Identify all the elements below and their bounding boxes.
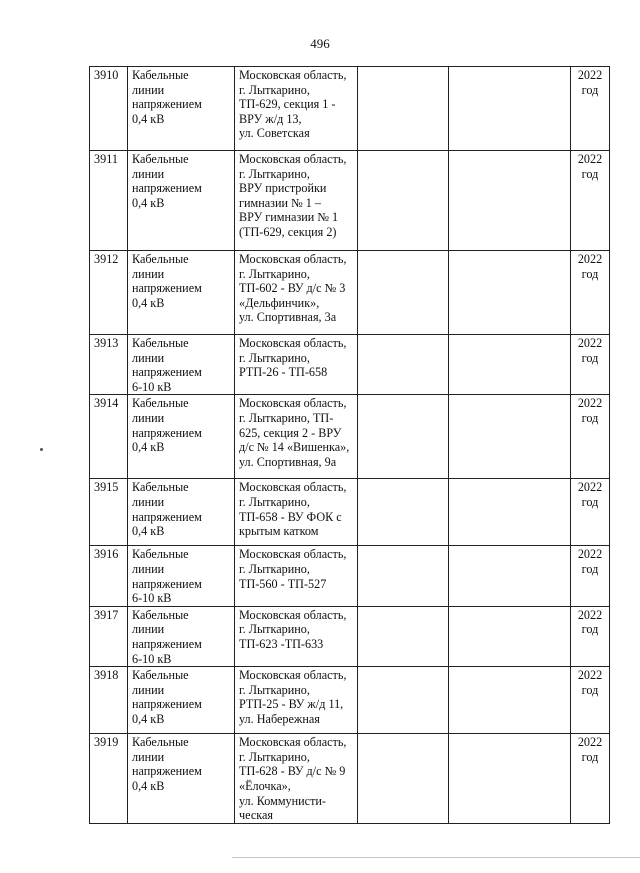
scan-speck: [40, 448, 43, 451]
address-cell-line: г. Лыткарино,: [239, 350, 310, 365]
address-cell: [235, 67, 358, 151]
table-row: [90, 546, 610, 606]
empty-cell: [449, 251, 571, 335]
object-name-cell-line: напряжением: [132, 509, 202, 524]
year-cell: [571, 335, 610, 395]
year-cell: [571, 606, 610, 666]
footer-rule: [232, 857, 640, 858]
object-name-cell-line: 6-10 кВ: [132, 379, 172, 394]
address-cell-line: Московская область,: [239, 735, 347, 750]
table-row: [90, 395, 610, 479]
address-cell-line: Московская область,: [239, 68, 347, 82]
address-cell: [235, 251, 358, 335]
address-cell-line: ВРУ гимназии № 1: [239, 210, 339, 225]
address-cell-line: ВРУ пристройки: [239, 181, 327, 196]
table-row: [90, 479, 610, 546]
object-name-cell-line: линии: [132, 82, 165, 97]
address-cell-line: Московская область,: [239, 152, 347, 166]
empty-cell: [449, 335, 571, 395]
registry-table: [89, 66, 610, 824]
address-cell-line: РТП-26 - ТП-658: [239, 365, 328, 380]
address-cell-line: гимназии № 1 –: [239, 195, 321, 210]
table-row: [90, 67, 610, 151]
registry-table-body: [90, 67, 610, 824]
year-cell-line: 2022: [577, 480, 603, 495]
empty-cell: [358, 251, 449, 335]
address-cell-line: ТП-602 - ВУ д/с № 3: [239, 281, 346, 296]
object-name-cell-line: Кабельные: [132, 252, 189, 266]
year-cell: [571, 546, 610, 606]
table-row: [90, 151, 610, 251]
object-name-cell: [128, 479, 235, 546]
object-name-cell-line: 0,4 кВ: [132, 778, 165, 793]
empty-cell: [449, 479, 571, 546]
object-name-cell-line: Кабельные: [132, 547, 189, 562]
address-cell-line: ТП-658 - ВУ ФОК с: [239, 509, 342, 524]
address-cell-line: ул. Коммунисти-: [239, 793, 326, 808]
year-cell: [571, 251, 610, 335]
row-number-cell: 3910: [90, 67, 128, 151]
address-cell-line: г. Лыткарино,: [239, 622, 310, 637]
address-cell-line: г. Лыткарино,: [239, 166, 310, 181]
empty-cell: [449, 734, 571, 824]
empty-cell: [358, 335, 449, 395]
address-cell-line: ул. Спортивная, 9а: [239, 454, 337, 469]
table-row: [90, 335, 610, 395]
empty-cell: [449, 606, 571, 666]
year-cell-line: год: [581, 410, 599, 425]
address-cell: [235, 151, 358, 251]
year-cell-line: 2022: [577, 336, 603, 350]
address-cell-line: 625, секция 2 - ВРУ: [239, 425, 342, 440]
address-cell: [235, 734, 358, 824]
object-name-cell-line: линии: [132, 622, 165, 637]
address-cell-line: ТП-629, секция 1 -: [239, 97, 336, 112]
address-cell-line: г. Лыткарино,: [239, 561, 310, 576]
object-name-cell-line: напряжением: [132, 281, 202, 296]
row-number-cell: 3915: [90, 479, 128, 546]
year-cell-line: год: [581, 82, 599, 97]
address-cell-line: Московская область,: [239, 252, 347, 266]
object-name-cell-line: Кабельные: [132, 336, 189, 350]
object-name-cell-line: линии: [132, 682, 165, 697]
address-cell-line: г. Лыткарино,: [239, 266, 310, 281]
empty-cell: [358, 67, 449, 151]
object-name-cell-line: 0,4 кВ: [132, 524, 165, 539]
object-name-cell: [128, 667, 235, 734]
object-name-cell-line: линии: [132, 749, 165, 764]
address-cell-line: РТП-25 - ВУ ж/д 11,: [239, 697, 344, 712]
empty-cell: [358, 546, 449, 606]
object-name-cell-line: 0,4 кВ: [132, 440, 165, 455]
object-name-cell-line: 6-10 кВ: [132, 651, 172, 666]
object-name-cell: [128, 151, 235, 251]
year-cell-line: 2022: [577, 152, 603, 166]
empty-cell: [358, 606, 449, 666]
object-name-cell-line: напряжением: [132, 764, 202, 779]
year-cell: [571, 395, 610, 479]
year-cell-line: 2022: [577, 547, 603, 562]
address-cell-line: Московская область,: [239, 336, 347, 350]
empty-cell: [358, 479, 449, 546]
year-cell-line: год: [581, 166, 599, 181]
address-cell-line: Московская область,: [239, 547, 347, 562]
object-name-cell-line: 0,4 кВ: [132, 111, 165, 126]
object-name-cell-line: напряжением: [132, 697, 202, 712]
year-cell: [571, 151, 610, 251]
table-row: [90, 606, 610, 666]
object-name-cell-line: напряжением: [132, 97, 202, 112]
year-cell-line: 2022: [577, 396, 603, 411]
object-name-cell-line: напряжением: [132, 636, 202, 651]
object-name-cell-line: 0,4 кВ: [132, 195, 165, 210]
row-number-cell: 3918: [90, 667, 128, 734]
object-name-cell-line: напряжением: [132, 576, 202, 591]
object-name-cell-line: Кабельные: [132, 68, 189, 82]
address-cell-line: Московская область,: [239, 668, 347, 683]
object-name-cell-line: линии: [132, 494, 165, 509]
address-cell-line: (ТП-629, секция 2): [239, 224, 337, 239]
address-cell-line: Московская область,: [239, 480, 347, 495]
address-cell-line: ул. Спортивная, 3а: [239, 310, 337, 325]
empty-cell: [358, 667, 449, 734]
address-cell-line: г. Лыткарино, ТП-: [239, 410, 334, 425]
address-cell-line: г. Лыткарино,: [239, 82, 310, 97]
object-name-cell: [128, 606, 235, 666]
row-number-cell: 3911: [90, 151, 128, 251]
address-cell-line: крытым катком: [239, 524, 319, 539]
object-name-cell-line: напряжением: [132, 365, 202, 380]
address-cell-line: ТП-560 - ТП-527: [239, 576, 327, 591]
address-cell-line: Московская область,: [239, 396, 347, 411]
year-cell-line: 2022: [577, 668, 603, 683]
empty-cell: [449, 395, 571, 479]
address-cell-line: Московская область,: [239, 607, 347, 622]
row-number-cell: 3917: [90, 606, 128, 666]
object-name-cell-line: линии: [132, 410, 165, 425]
empty-cell: [358, 395, 449, 479]
object-name-cell: [128, 734, 235, 824]
table-row: [90, 667, 610, 734]
address-cell: [235, 335, 358, 395]
object-name-cell-line: Кабельные: [132, 607, 189, 622]
address-cell-line: г. Лыткарино,: [239, 749, 310, 764]
object-name-cell-line: Кабельные: [132, 396, 189, 411]
address-cell-line: г. Лыткарино,: [239, 682, 310, 697]
table-row: [90, 734, 610, 824]
object-name-cell-line: 0,4 кВ: [132, 295, 165, 310]
row-number-cell: 3913: [90, 335, 128, 395]
year-cell: [571, 667, 610, 734]
year-cell: [571, 479, 610, 546]
year-cell-line: 2022: [577, 68, 603, 82]
address-cell-line: д/с № 14 «Вишенка»,: [239, 440, 350, 455]
object-name-cell-line: напряжением: [132, 181, 202, 196]
address-cell-line: ческая: [239, 808, 274, 823]
year-cell: [571, 67, 610, 151]
address-cell: [235, 479, 358, 546]
object-name-cell-line: Кабельные: [132, 668, 189, 683]
year-cell-line: год: [581, 266, 599, 281]
object-name-cell-line: линии: [132, 350, 165, 365]
table-row: [90, 251, 610, 335]
object-name-cell-line: Кабельные: [132, 735, 189, 750]
object-name-cell: [128, 546, 235, 606]
year-cell-line: год: [581, 749, 599, 764]
page-number: 496: [310, 36, 330, 51]
address-cell: [235, 546, 358, 606]
row-number-cell: 3919: [90, 734, 128, 824]
object-name-cell-line: линии: [132, 166, 165, 181]
address-cell: [235, 395, 358, 479]
address-cell-line: «Ёлочка»,: [239, 778, 291, 793]
empty-cell: [358, 734, 449, 824]
address-cell-line: ул. Набережная: [239, 711, 320, 726]
address-cell-line: г. Лыткарино,: [239, 494, 310, 509]
empty-cell: [449, 67, 571, 151]
address-cell-line: «Дельфинчик»,: [239, 295, 320, 310]
object-name-cell-line: линии: [132, 266, 165, 281]
empty-cell: [449, 151, 571, 251]
object-name-cell-line: Кабельные: [132, 152, 189, 166]
object-name-cell: [128, 335, 235, 395]
address-cell-line: ТП-628 - ВУ д/с № 9: [239, 764, 346, 779]
year-cell-line: год: [581, 561, 599, 576]
row-number-cell: 3916: [90, 546, 128, 606]
row-number-cell: 3914: [90, 395, 128, 479]
address-cell-line: ТП-623 -ТП-633: [239, 636, 324, 651]
year-cell-line: 2022: [577, 252, 603, 266]
empty-cell: [449, 546, 571, 606]
row-number-cell: 3912: [90, 251, 128, 335]
year-cell-line: год: [581, 494, 599, 509]
empty-cell: [358, 151, 449, 251]
year-cell-line: год: [581, 682, 599, 697]
object-name-cell-line: 6-10 кВ: [132, 591, 172, 606]
object-name-cell: [128, 395, 235, 479]
object-name-cell: [128, 251, 235, 335]
object-name-cell: [128, 67, 235, 151]
object-name-cell-line: 0,4 кВ: [132, 711, 165, 726]
year-cell-line: 2022: [577, 607, 603, 622]
address-cell-line: ВРУ ж/д 13,: [239, 111, 302, 126]
address-cell: [235, 606, 358, 666]
empty-cell: [449, 667, 571, 734]
object-name-cell-line: напряжением: [132, 425, 202, 440]
year-cell-line: год: [581, 622, 599, 637]
year-cell-line: 2022: [577, 735, 603, 750]
address-cell: [235, 667, 358, 734]
address-cell-line: ул. Советская: [239, 126, 310, 141]
year-cell: [571, 734, 610, 824]
object-name-cell-line: линии: [132, 561, 165, 576]
year-cell-line: год: [581, 350, 599, 365]
object-name-cell-line: Кабельные: [132, 480, 189, 495]
